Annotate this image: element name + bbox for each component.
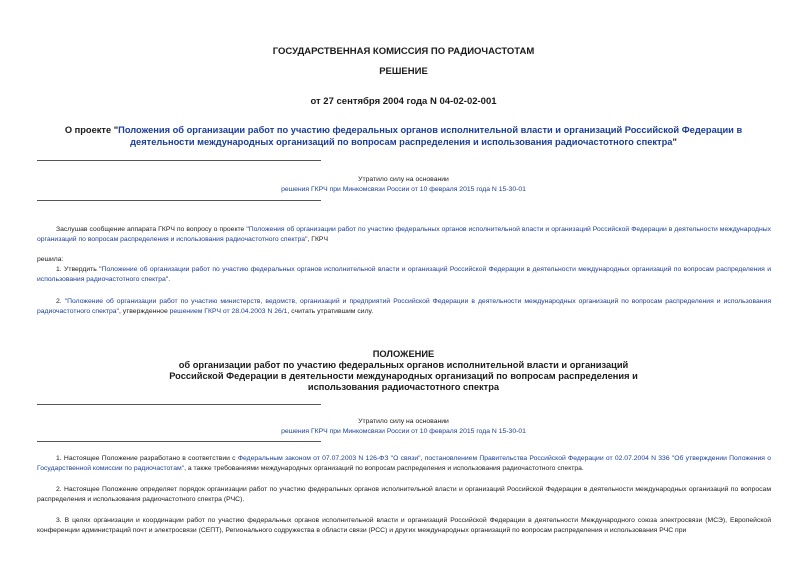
status-top <box>190 175 617 194</box>
intro-text: Заслушав сообщение аппарата ГКРЧ по вопросу о проекте " <box>56 226 249 233</box>
clause-1-text-after: , а также требованиями международных организаций по вопросам распределения и использования радиочастотного спектра. <box>184 464 584 472</box>
item-1 <box>37 265 771 284</box>
item-2-decision-link[interactable]: решением ГКРЧ от 28.04.2003 N 26/1 <box>169 307 288 315</box>
item-2-link[interactable]: "Положение об организации работ по участию министерств, ведомств, организаций и предприятий Российской Федерации в деятельности международных организаций по вопросам распределения и использования радиочастотного спектра" <box>37 298 772 315</box>
commission-name: ГОСУДАРСТВЕННАЯ КОМИССИЯ ПО РАДИОЧАСТОТАМ <box>272 46 535 57</box>
intro-link[interactable]: Положения об организации работ по участию федеральных органов исполнительной власти и организаций Российской Федерации в деятельности международных организаций по вопросам распределения и использования радиочастотного спектра <box>37 226 772 243</box>
intro-paragraph <box>37 225 771 244</box>
item-1-link[interactable]: Положение об организации работ по участию федеральных органов исполнительной власти и организаций Российской Федерации в деятельности международных организаций по вопросам распределения и использования радиочастотного спектра <box>37 266 771 283</box>
clause-3: 3. В целях организации и координации работ по участию федеральных органов исполнительной власти и организаций Российской Федерации в деятельности Международного союза электросвязи (МСЭ), Европейской конференции администраций почт и электросвязи (СЕПТ), Регионального содружества в области связи (РСС) и других международных организаций по вопросам распределения и использования РЧС при <box>37 517 771 534</box>
resolved-label: решила: <box>37 256 64 263</box>
title-suffix: " <box>672 137 677 147</box>
regulation-heading: ПОЛОЖЕНИЕ <box>372 349 435 359</box>
title-prefix: О проекте " <box>64 125 119 135</box>
regulation-subtitle-1: об организации работ по участию федеральных органов исполнительной власти и организаций <box>178 360 629 370</box>
status-top-label: Утратило силу на основании <box>358 176 449 183</box>
divider <box>37 160 321 161</box>
status-top-link[interactable]: решения ГКРЧ при Минкомсвязи России от 10 февраля 2015 года N 15-30-01 <box>281 185 526 193</box>
item-1-text: 1. Утвердить " <box>56 266 102 273</box>
status-bottom-link[interactable]: решения ГКРЧ при Минкомсвязи России от 10 февраля 2015 года N 15-30-01 <box>281 427 526 435</box>
item-1-text-after: ". <box>165 275 171 283</box>
intro-text-after: ", ГКРЧ <box>305 235 328 243</box>
clause-1-law-link[interactable]: Федеральным законом от 07.07.2003 N 126-ФЗ "О связи" <box>237 455 421 462</box>
divider <box>37 200 321 201</box>
clause-1-sep: , <box>420 455 425 462</box>
item-2-prefix: 2. <box>56 298 65 305</box>
doc-type: РЕШЕНИЕ <box>379 66 428 77</box>
regulation-subtitle-2: Российской Федерации в деятельности международных организаций по вопросам распределения и <box>169 371 638 381</box>
item-2-text: , утвержденное <box>118 307 170 315</box>
item-2-text-after: , считать утратившим силу. <box>287 307 374 315</box>
clause-2: 2. Настоящее Положение определяет порядок организации работ по участию федеральных органов исполнительной власти и организаций Российской Федерации в деятельности международных организаций по вопросам распределения и использования радиочастотного спектра (РЧС). <box>37 486 771 503</box>
status-bottom <box>190 417 617 436</box>
clause-1-text: 1. Настоящее Положение разработано в соответствии с <box>56 455 238 462</box>
divider <box>37 441 321 442</box>
title-link[interactable]: Положения об организации работ по участию федеральных органов исполнительной власти и организаций Российской Федерации в деятельности международных организаций по вопросам распределения и использования радиочастотного спектра <box>118 125 743 147</box>
clause-1-decree-link[interactable]: постановлением Правительства Российской Федерации от 02.07.2004 N 336 "Об утверждении Положения о Государственной комиссии по радиочастотам" <box>37 455 772 472</box>
divider <box>37 404 321 405</box>
status-bottom-label: Утратило силу на основании <box>358 418 449 425</box>
doc-title <box>60 124 747 148</box>
item-2 <box>37 297 771 316</box>
regulation-subtitle-3: использования радиочастотного спектра <box>307 382 500 392</box>
doc-date-number: от 27 сентября 2004 года N 04-02-02-001 <box>310 96 497 107</box>
clause-1 <box>37 454 771 473</box>
